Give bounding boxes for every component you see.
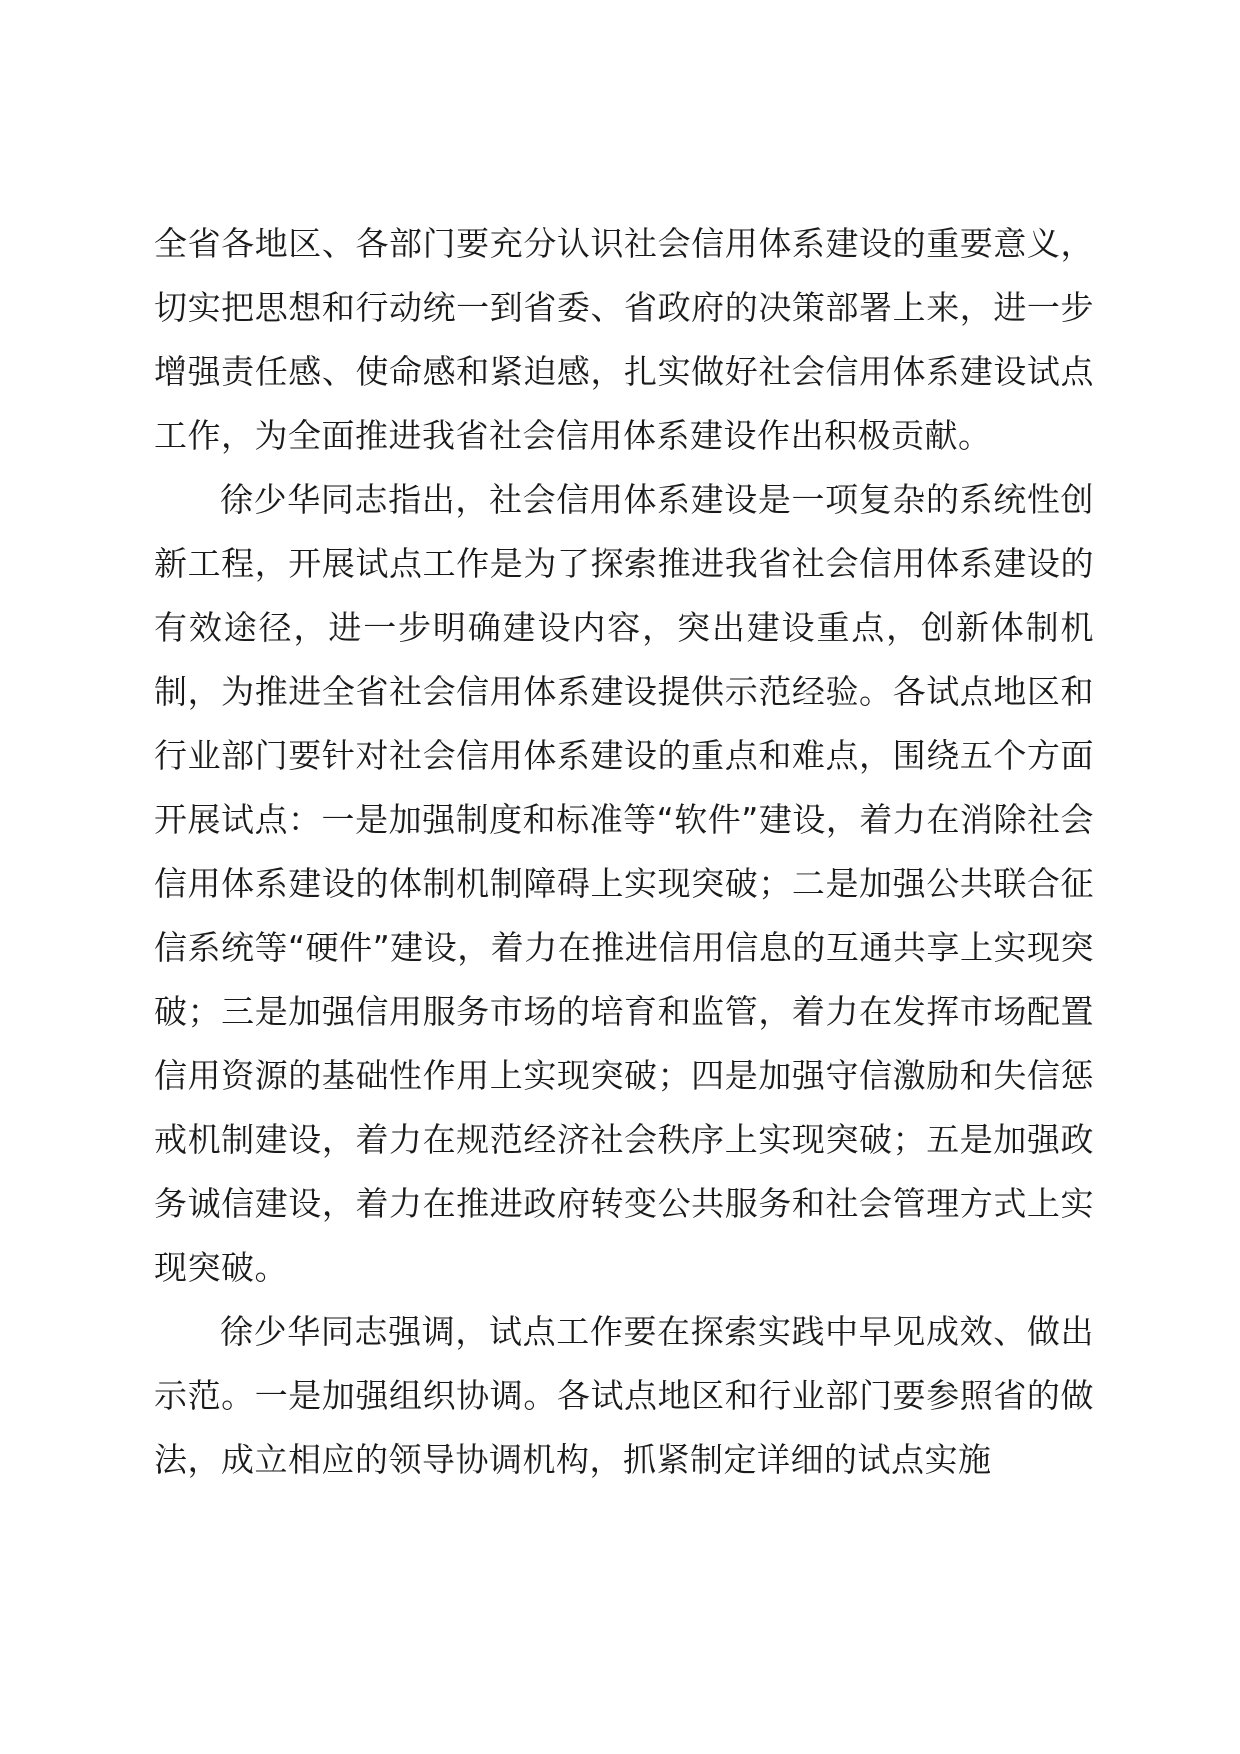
paragraph-xu-shaohua-emphasizes: 徐少华同志强调，试点工作要在探索实践中早见成效、做出示范。一是加强组织协调。各试点地区和行业部门要参照省的做法，成立相应的领导协调机构，抓紧制定详细的试点实施 bbox=[154, 1312, 1094, 1479]
paragraph-xu-shaohua-points-out: 徐少华同志指出，社会信用体系建设是一项复杂的系统性创新工程，开展试点工作是为了探索推进我省社会信用体系建设的有效途径，进一步明确建设内容，突出建设重点，创新体制机制，为推进全省社会信用体系建设提供示范经验。各试点地区和行业部门要针对社会信用体系建设的重点和难点，围绕五个方面开展试点：一是加强制度和标准等“软件”建设，着力在消除社会信用体系建设的体制机制障碍上实现突破；二是加强公共联合征信系统等“硬件”建设，着力在推进信用信息的互通共享上实现突破；三是加强信用服务市场的培育和监管，着力在发挥市场配置信用资源的基础性作用上实现突破；四是加强守信激励和失信惩戒机制建设，着力在规范经济社会秩序上实现突破；五是加强政务诚信建设，着力在推进政府转变公共服务和社会管理方式上实现突破。 bbox=[154, 480, 1094, 1287]
paragraph-continuation: 全省各地区、各部门要充分认识社会信用体系建设的重要意义，切实把思想和行动统一到省委、省政府的决策部署上来，进一步增强责任感、使命感和紧迫感，扎实做好社会信用体系建设试点工作，为全面推进我省社会信用体系建设作出积极贡献。 bbox=[154, 224, 1094, 455]
body-text bbox=[154, 212, 1094, 1492]
